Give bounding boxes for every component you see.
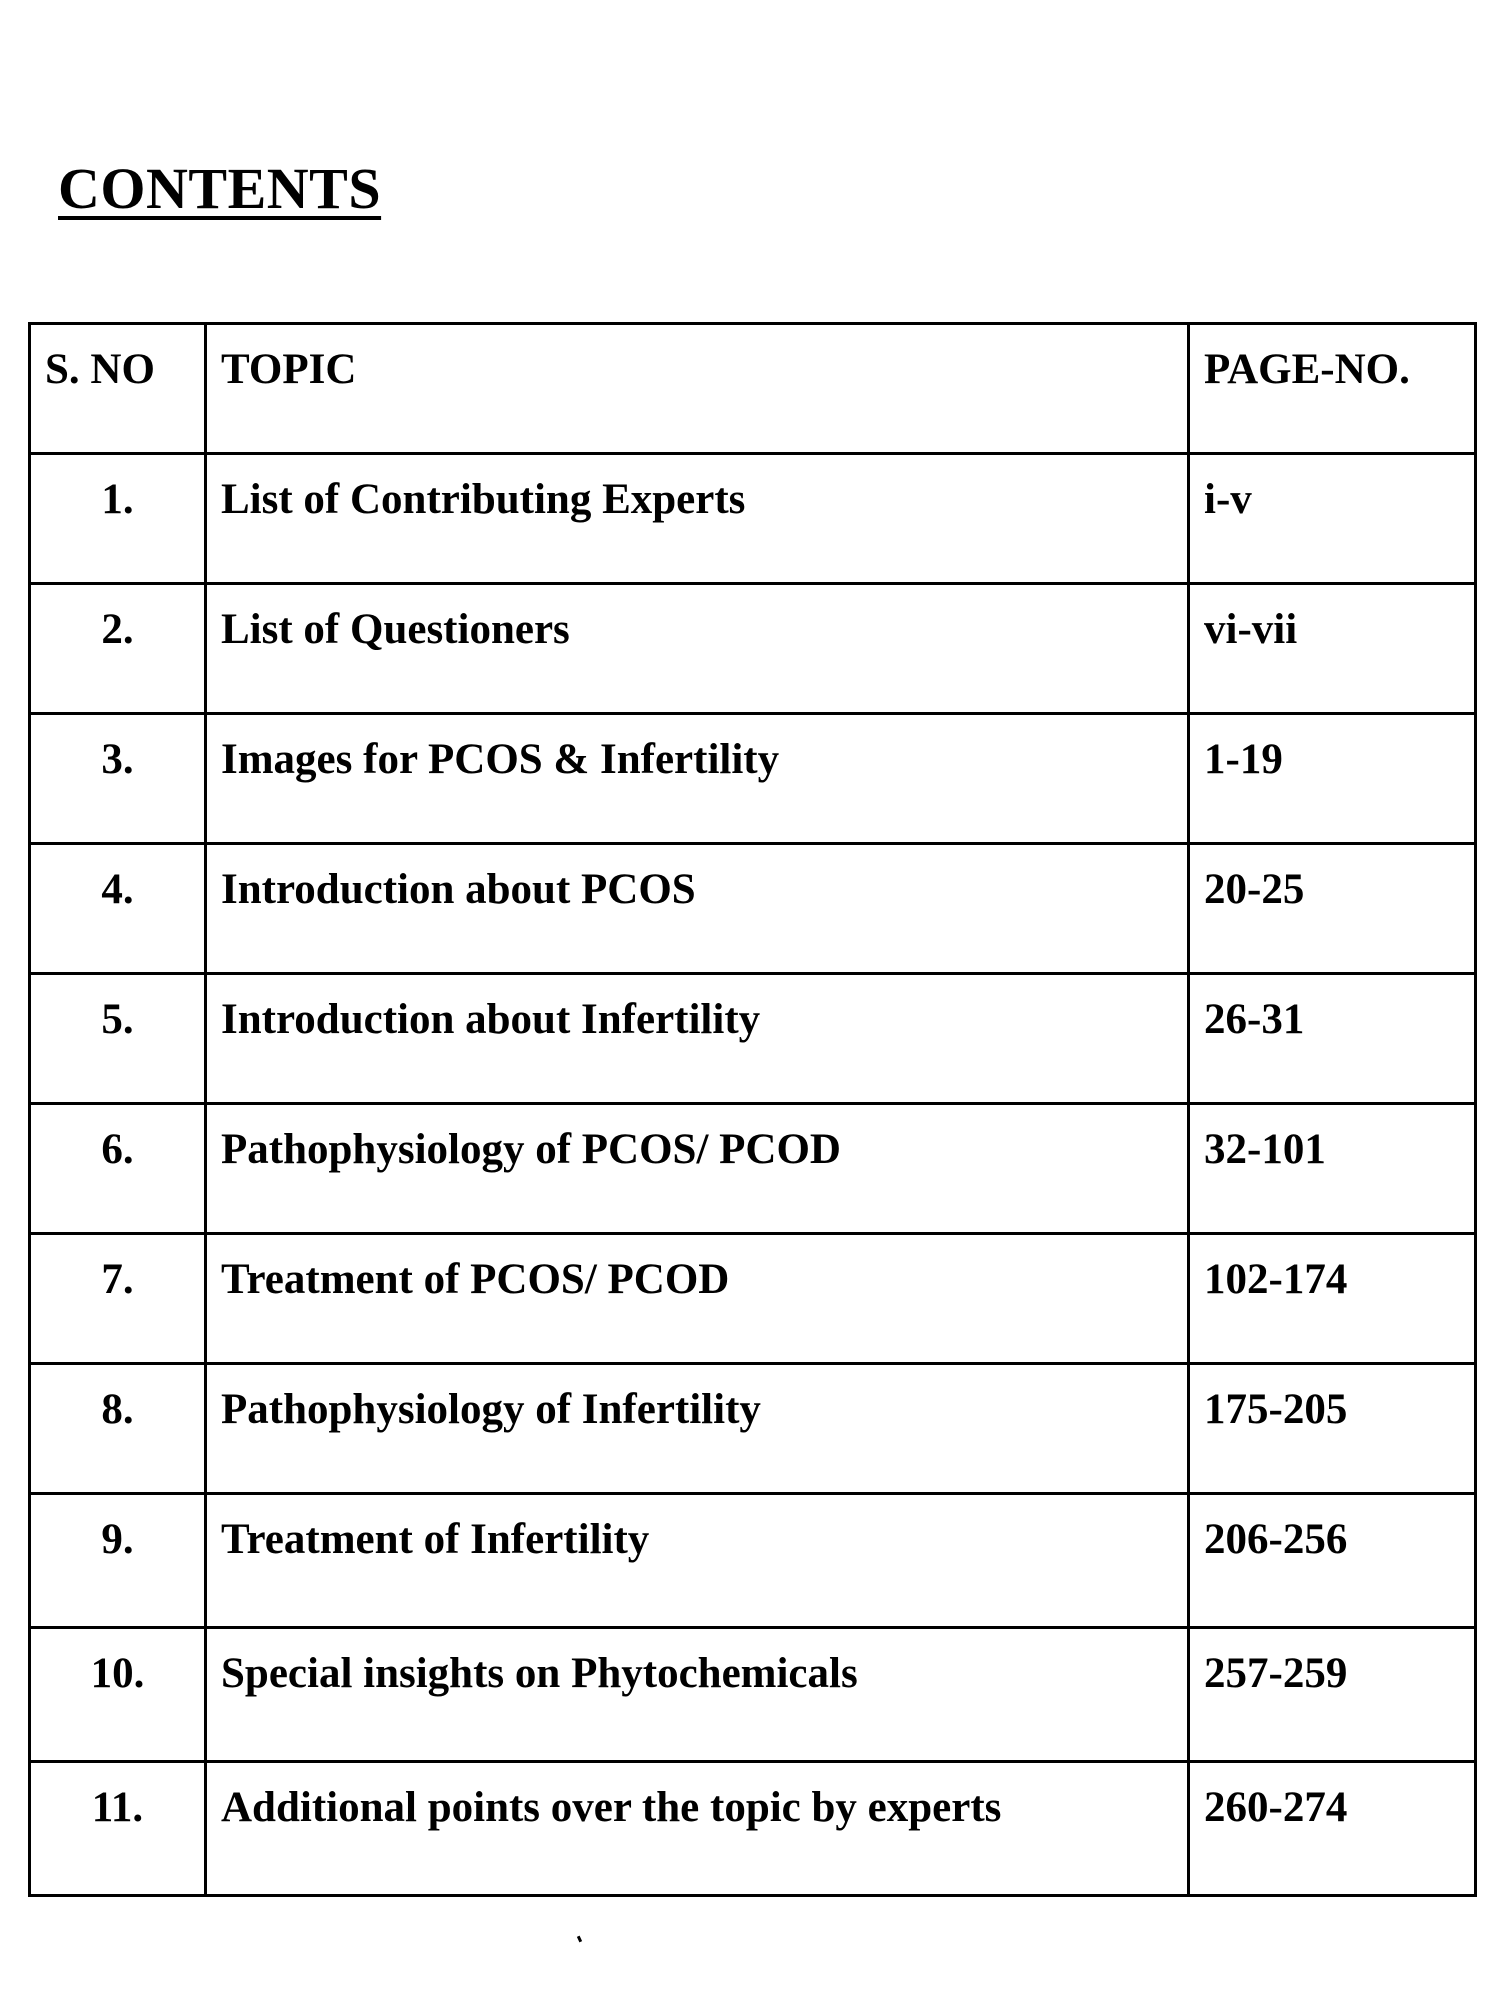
- contents-table: [28, 322, 1477, 1897]
- row-sno: 8.: [30, 1364, 206, 1494]
- row-page: 175-205: [1189, 1364, 1476, 1494]
- table-row: [30, 1628, 1476, 1762]
- row-sno: 5.: [30, 974, 206, 1104]
- table-row: [30, 454, 1476, 584]
- row-topic: Treatment of Infertility: [206, 1494, 1189, 1628]
- row-page: 32-101: [1189, 1104, 1476, 1234]
- row-page: vi-vii: [1189, 584, 1476, 714]
- row-topic: Additional points over the topic by experts: [206, 1762, 1189, 1896]
- row-page: 206-256: [1189, 1494, 1476, 1628]
- row-topic: Images for PCOS & Infertility: [206, 714, 1189, 844]
- table-row: [30, 1104, 1476, 1234]
- table-row: [30, 584, 1476, 714]
- row-page: 26-31: [1189, 974, 1476, 1104]
- table-row: [30, 1364, 1476, 1494]
- table-header-row: [30, 324, 1476, 454]
- row-sno: 2.: [30, 584, 206, 714]
- row-topic: Special insights on Phytochemicals: [206, 1628, 1189, 1762]
- row-topic: List of Contributing Experts: [206, 454, 1189, 584]
- row-page: 260-274: [1189, 1762, 1476, 1896]
- row-sno: 3.: [30, 714, 206, 844]
- header-topic: TOPIC: [206, 324, 1189, 454]
- row-page: 1-19: [1189, 714, 1476, 844]
- table-row: [30, 844, 1476, 974]
- table-row: [30, 1494, 1476, 1628]
- header-page: PAGE-NO.: [1189, 324, 1476, 454]
- table-row: [30, 1762, 1476, 1896]
- row-sno: 4.: [30, 844, 206, 974]
- row-sno: 11.: [30, 1762, 206, 1896]
- row-topic: List of Questioners: [206, 584, 1189, 714]
- row-page: 257-259: [1189, 1628, 1476, 1762]
- row-topic: Pathophysiology of Infertility: [206, 1364, 1189, 1494]
- row-page: 102-174: [1189, 1234, 1476, 1364]
- row-sno: 7.: [30, 1234, 206, 1364]
- header-sno: S. NO: [30, 324, 206, 454]
- row-page: i-v: [1189, 454, 1476, 584]
- table-row: [30, 714, 1476, 844]
- row-topic: Treatment of PCOS/ PCOD: [206, 1234, 1189, 1364]
- page-title: CONTENTS: [58, 156, 382, 221]
- table-row: [30, 1234, 1476, 1364]
- row-topic: Introduction about Infertility: [206, 974, 1189, 1104]
- row-sno: 10.: [30, 1628, 206, 1762]
- table-row: [30, 974, 1476, 1104]
- row-topic: Introduction about PCOS: [206, 844, 1189, 974]
- row-sno: 1.: [30, 454, 206, 584]
- row-topic: Pathophysiology of PCOS/ PCOD: [206, 1104, 1189, 1234]
- row-sno: 9.: [30, 1494, 206, 1628]
- row-sno: 6.: [30, 1104, 206, 1234]
- row-page: 20-25: [1189, 844, 1476, 974]
- scan-speck: [577, 1936, 582, 1943]
